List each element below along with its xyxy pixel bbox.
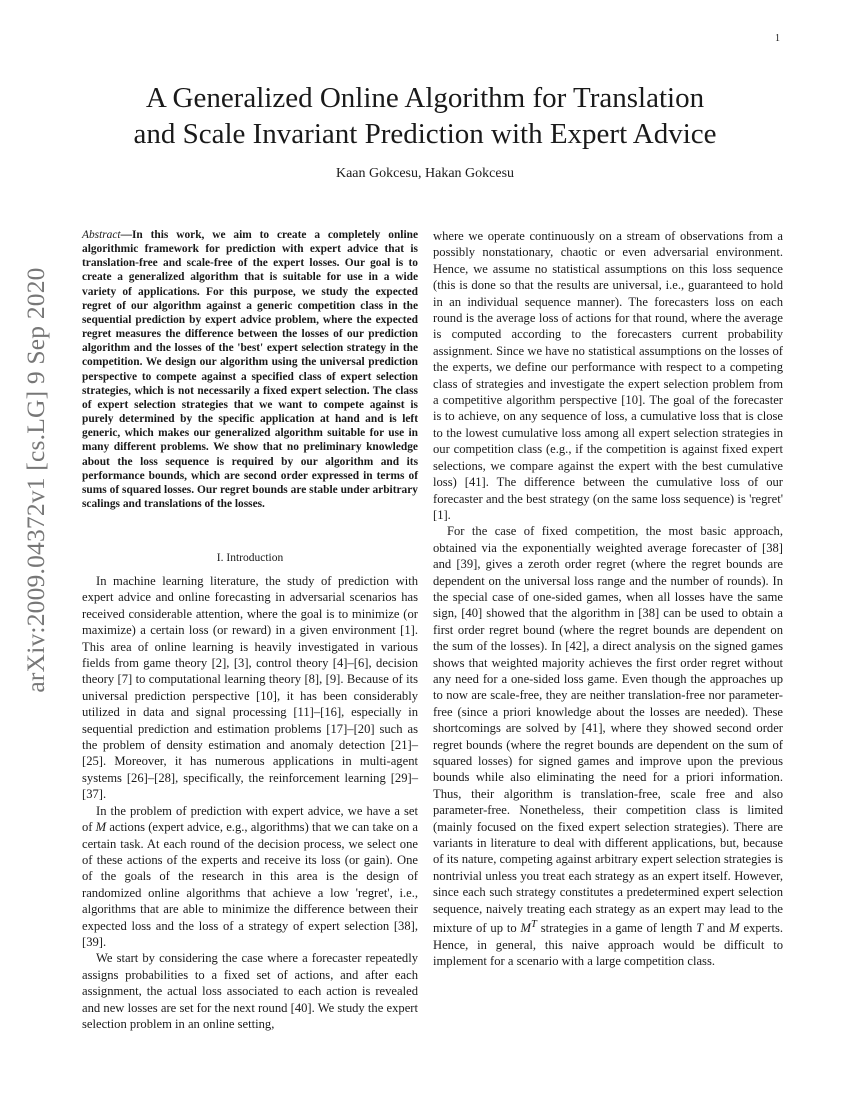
- page-number: 1: [775, 33, 780, 44]
- section-heading-introduction: I. Introduction: [216, 552, 284, 564]
- intro-column-right: [433, 228, 783, 969]
- authors: Kaan Gokcesu, Hakan Gokcesu: [335, 166, 515, 181]
- title-line-1: A Generalized Online Algorithm for Translation: [145, 82, 705, 114]
- math-M: M: [95, 820, 107, 835]
- math-M: M: [729, 921, 740, 936]
- intro-column-left: [82, 573, 418, 1032]
- abstract-label: Abstract: [82, 229, 121, 241]
- intro-paragraph-1: In machine learning literature, the study of prediction with expert advice and online forecasting in adversarial scenarios has received considerable attention, where the goal is to minimize (or maximize) a certain loss (or reward) in a given environment [1]. This area of online learning is heavily investigated in various fields from game theory [2], [3], control theory [4]–[6], decision theory [7] to computational learning theory [8], [9]. Because of its universal prediction perspective [10], it has been considerably utilized in data and signal processing [11]–[16], especially in sequential prediction and estimation problems [17]–[20] such as the problem of density estimation and anomaly detection [21]–[25]. Moreover, it has numerous applications in multi-agent systems [26]–[28], specifically, the reinforcement learning [29]–[37].: [82, 574, 418, 802]
- right-paragraph-2: For the case of fixed competition, the most basic approach, obtained via the exponentially weighted average forecaster of [38] and [39], gives a zeroth order regret (where the regret bounds are dependent on the universal loss range and the number of rounds). In the special case of one-sided games, when all losses have the same sign, [40] showed that the algorithm in [38] can be used to obtain a first order regret bound (where the regret bounds are dependent on the sum of the losses). In [42], a direct analysis on the signed games shows that weighted majority achieves the first order regret without any need for a one-sided loss game. Even though the approaches up to now are scale-free, they are neither translation-free nor parameter-free (since a priori knowledge about the losses are needed). These shortcomings are solved by [41], where they showed second order regret bounds (where the regret bounds are dependent on the sum of squared losses) for signed games and improve upon the previous bounds while also eliminating the need for a priori information. Thus, their algorithm is translation-free, scale free and also parameter-free. Nonetheless, their competition class is limited (mainly focused on the fixed expert selection strategies). There are variants in literature to deal with different applications, but, because of its nature, competing against arbitrary expert selection strategies is nontrivial unless you treat each strategy as an expert itself. However, since each such strategy constitutes a predetermined expert selection sequence, naively treating each strategy as an expert may lead to the mixture of up to $M^T$ strategies in a game of length T and M experts. Hence, in general, this naive approach would be difficult to implement for a scenario with a large competition class.: [433, 524, 783, 969]
- right-paragraph-1: where we operate continuously on a stream of observations from a possibly nonstationary, chaotic or even adversarial environment. Hence, we assume no statistical assumptions on this loss sequence (this is done so that the results are universal, i.e., guaranteed to hold in an individual sequence manner). The forecasters loss on each round is the average loss of actions for that round, where the average is computed according to the forecasters current probability assignment. Since we have no statistical assumptions on the losses of the experts, we define our performance with respect to a competing class of strategies and investigate the expert selection problem from a competitive algorithm perspective [10]. The goal of the forecaster is to achieve, on any sequence of loss, a cumulative loss that is close to the lowest cumulative loss among all expert selection strategies in our competition class (e.g., if the competition is against fixed expert selections, we compare against the expert with the best cumulative loss) [41]. The difference between the cumulative loss of our forecaster and the best strategy (on the same loss sequence) is 'regret' [1].: [433, 229, 783, 522]
- arxiv-stamp: [6, 220, 66, 740]
- abstract-text: —In this work, we aim to create a completely online algorithmic framework for prediction with expert advice that is translation-free and scale-free of the expert losses. Our goal is to create a generalized algorithm that is suitable for use in a wide variety of applications. For this purpose, we study the expected regret of our algorithm against a generic competition class in the sequential prediction by expert advice problem, where the expected regret measures the difference between the losses of our prediction algorithm and the losses of the 'best' expert selection strategy in the competition. We design our algorithm using the universal prediction perspective to compete against a specified class of expert selection strategies, which is not necessarily a fixed expert selection. The class of expert selection strategies that we want to compete against is purely determined by the specific application at hand and is left generic, which makes our generalized algorithm suitable for use in many different problems. We show that no preliminary knowledge about the loss sequence is required by our algorithm and its performance bounds, which are second order expressed in terms of sums of squared losses. Our regret bounds are stable under arbitrary scalings and translations of the losses.: [82, 229, 418, 510]
- abstract: [82, 228, 418, 511]
- arxiv-stamp-text: arXiv:2009.04372v1 [cs.LG] 9 Sep 2020: [21, 267, 50, 693]
- title-line-2: and Scale Invariant Prediction with Expert Advice: [133, 118, 717, 150]
- math-M-power-T: $M^T$: [520, 919, 537, 936]
- math-T: T: [696, 921, 704, 936]
- intro-paragraph-3: We start by considering the case where a forecaster repeatedly assigns probabilities to a fixed set of actions, and after each assignment, the actual loss associated to each action is revealed and new losses are set for the next round [40]. We study the expert selection problem in an online setting,: [82, 951, 418, 1031]
- intro-paragraph-2: In the problem of prediction with expert advice, we have a set of M actions (expert advice, e.g., algorithms) that we can take on a certain task. At each round of the decision process, we select one of these actions of the experts and receive its loss (or gain). One of the goals of the research in this area is the design of randomized online algorithms that achieve a low 'regret', i.e., algorithms that are able to minimize the difference between their expected loss and the loss of a strategy of expert selection [38], [39].: [82, 803, 419, 949]
- paper-title: [60, 80, 790, 152]
